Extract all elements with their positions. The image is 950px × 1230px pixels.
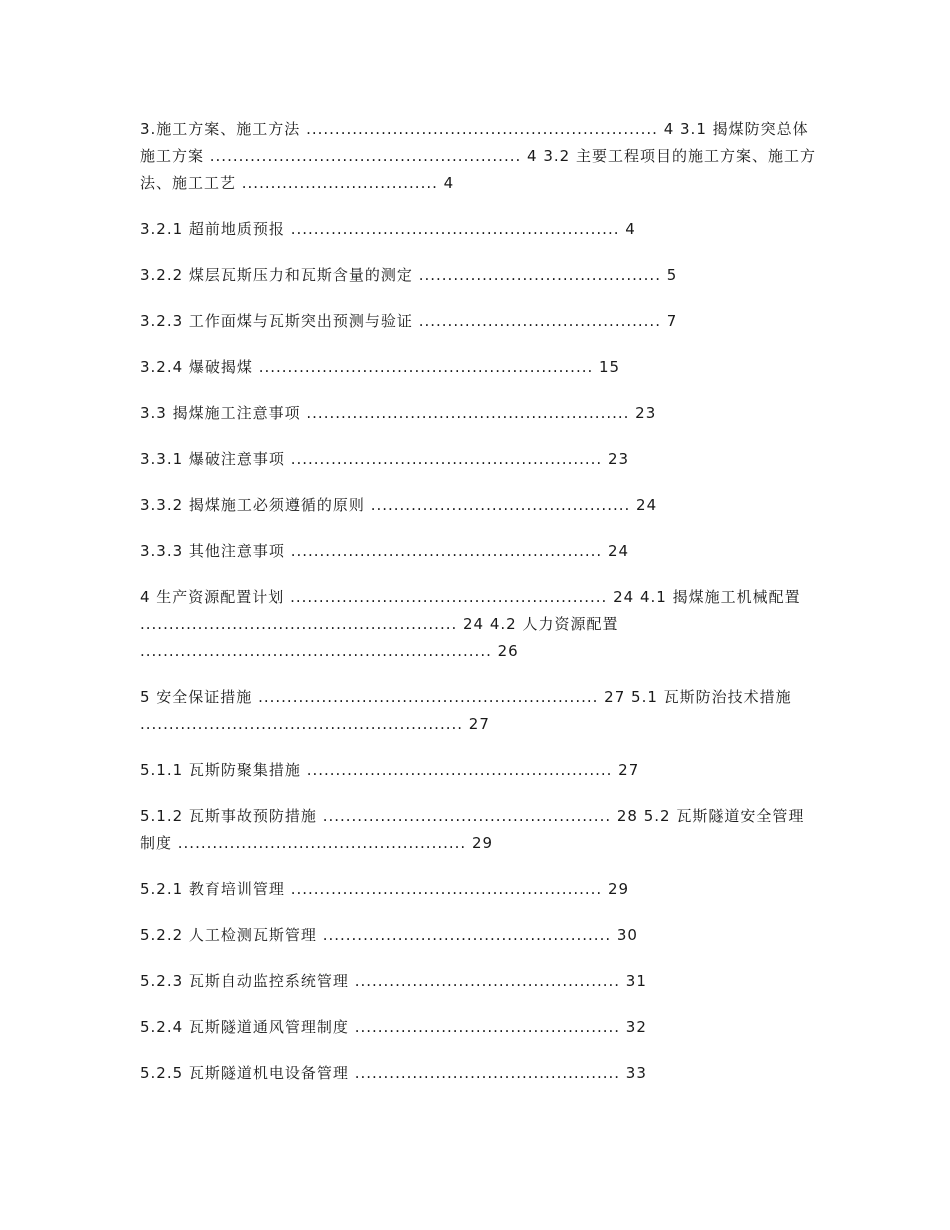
- toc-entry-5-2-3: 5.2.3 瓦斯自动监控系统管理 .............................................. 31: [140, 972, 647, 990]
- toc-entry-3-3-2: 3.3.2 揭煤施工必须遵循的原则 ............................................. 24: [140, 496, 658, 514]
- toc-entry-5-2-5: 5.2.5 瓦斯隧道机电设备管理 .............................................. 33: [140, 1064, 647, 1082]
- toc-entry-5-2-2: 5.2.2 人工检测瓦斯管理 .................................................. 30: [140, 926, 638, 944]
- toc-entry-5-2-1: 5.2.1 教育培训管理 ...................................................... 29: [140, 880, 630, 898]
- toc-entry-3-3-3: 3.3.3 其他注意事项 ...................................................... 24: [140, 542, 630, 560]
- toc-entry-5-1-2: 5.1.2 瓦斯事故预防措施 .................................................. 28 5.2 瓦斯隧道安全管理制度 .................................................. 29: [140, 807, 805, 852]
- toc-entry-4: 4 生产资源配置计划 ....................................................... 24 4.1 揭煤施工机械配置 ....................................................... 24 4.2 人力资源配置 ............................................................. 26: [140, 588, 801, 660]
- toc-entry-5: 5 安全保证措施 ........................................................... 27 5.1 瓦斯防治技术措施 ........................................................ 27: [140, 688, 792, 733]
- toc-entry-5-1-1: 5.1.1 瓦斯防聚集措施 ..................................................... 27: [140, 761, 640, 779]
- toc-entry-3: 3.施工方案、施工方法 ............................................................. 4 3.1 揭煤防突总体施工方案 ...................................................... 4 3.2 主要工程项目的施工方案、施工方法、施工工艺 .................................. 4: [140, 120, 816, 192]
- toc-entry-3-2-2: 3.2.2 煤层瓦斯压力和瓦斯含量的测定 .......................................... 5: [140, 266, 678, 284]
- toc-entry-3-3: 3.3 揭煤施工注意事项 ........................................................ 23: [140, 404, 657, 422]
- toc-entry-3-2-4: 3.2.4 爆破揭煤 .......................................................... 15: [140, 358, 621, 376]
- toc-entry-3-2-3: 3.2.3 工作面煤与瓦斯突出预测与验证 .......................................... 7: [140, 312, 678, 330]
- toc-entry-3-2-1: 3.2.1 超前地质预报 ......................................................... 4: [140, 220, 636, 238]
- toc-entry-5-2-4: 5.2.4 瓦斯隧道通风管理制度 .............................................. 32: [140, 1018, 647, 1036]
- toc-page: [140, 116, 820, 1106]
- toc-entry-3-3-1: 3.3.1 爆破注意事项 ...................................................... 23: [140, 450, 630, 468]
